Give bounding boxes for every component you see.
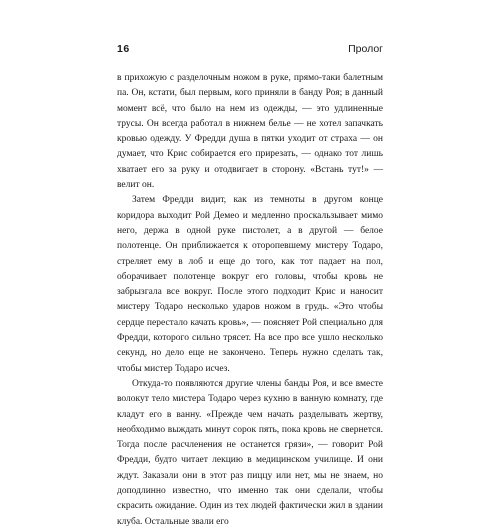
paragraph-1: в прихожую с разделочным ножом в руке, прямо-таки балетным па. Он, кстати, был первым, кого приняли в банду Роя; в данный момент всё, что было на нем из одежды, — это удлиненные трусы. Он всегда работал в нижнем белье — не хотел запачкать кровью одежду. У Фредди душа в пятки уходит от страха — он думает, что Крис собирается его прирезать, — однако тот лишь хватает его за руку и отодвигает в сторону. «Встань тут!» — велит он. [117, 73, 383, 191]
body-text [117, 71, 383, 530]
paragraph-3: Откуда-то появляются другие члены банды Роя, и все вместе волокут тело мистера Тодаро через кухню в ванную комнату, где кладут его в ванну. «Прежде чем начать разделывать жертву, необходимо выждать минут сорок пять, пока кровь не свернется. Тогда после расчленения не останется грязи», — говорит Рой Фредди, будто читает лекцию в медицинском училище. И они ждут. Заказали они в этот раз пиццу или нет, мы не знаем, но доподлинно известно, что именно так они сделали, чтобы скрасить ожидание. Один из тех людей фактически жил в здании клуба. Остальные звали его [117, 378, 383, 527]
page-number: 16 [117, 43, 130, 55]
running-head: Пролог [348, 43, 383, 55]
paragraph-2: Затем Фредди видит, как из темноты в другом конце коридора выходит Рой Демео и медленно проскальзывает мимо него, держа в одной руке пистолет, а в другой — белое полотенце. Он приближается к оторопевшему мистеру Тодаро, стреляет ему в лоб и еще до того, как тот падает на пол, оборачивает полотенце вокруг его головы, чтобы кровь не забрызгала все вокруг. После этого подходит Крис и наносит мистеру Тодаро несколько ударов ножом в грудь. «Это чтобы сердце перестало качать кровь», — поясняет Рой специально для Фредди, которого сильно трясет. На все про все ушло несколько секунд, но дело еще не закончено. Теперь нужно сделать так, чтобы мистер Тодаро исчез. [117, 195, 383, 374]
page-header [117, 42, 383, 56]
